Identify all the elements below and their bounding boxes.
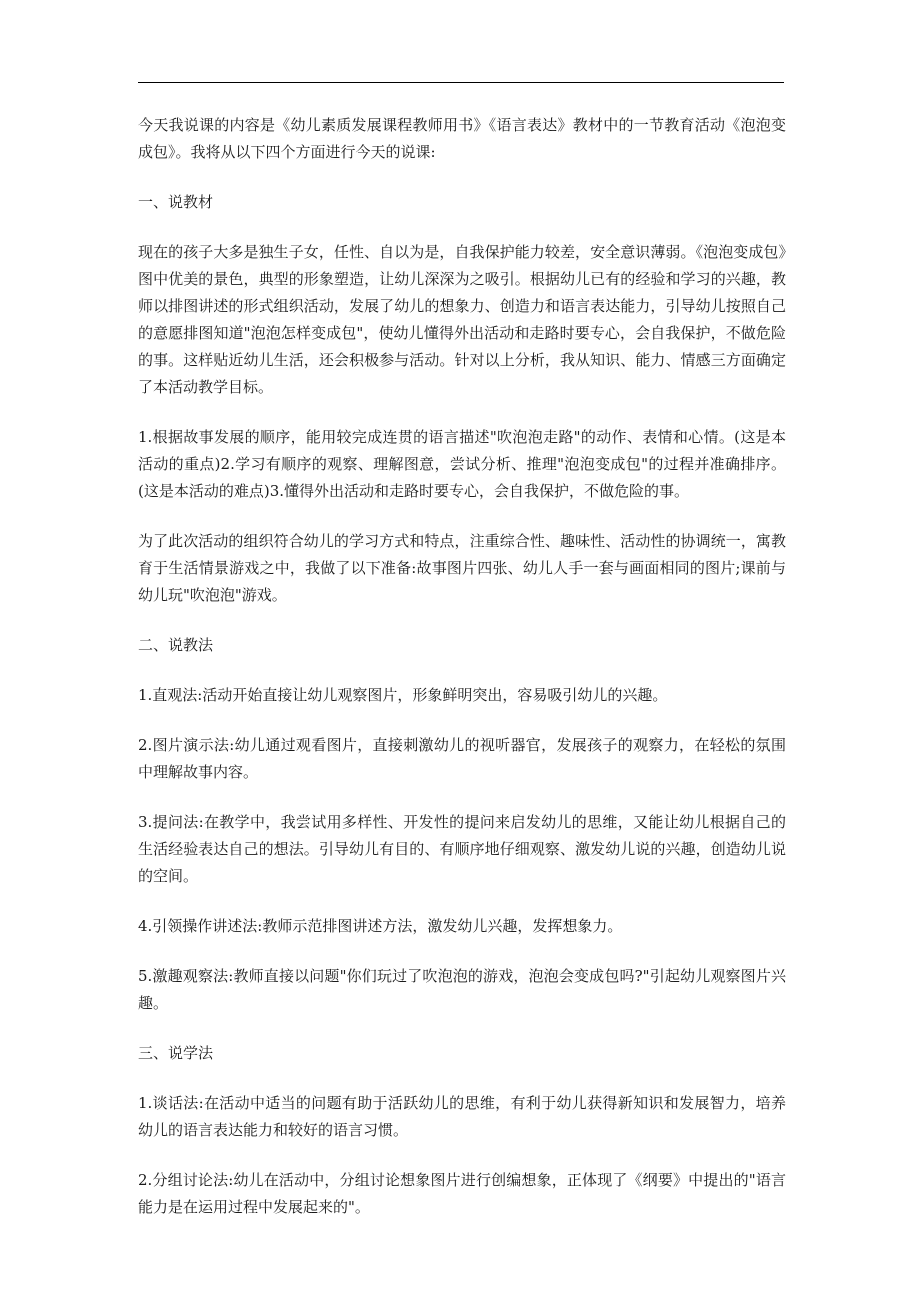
body-paragraph: 1.根据故事发展的顺序，能用较完成连贯的语言描述"吹泡泡走路"的动作、表情和心情。(这是本活动的重点)2.学习有顺序的观察、理解图意，尝试分析、推理"泡泡变成包"的过程并准确排序。(这是本活动的难点)3.懂得外出活动和走路时要专心，会自我保护，不做危险的事。 — [138, 428, 786, 500]
list-paragraph: 2.图片演示法:幼儿通过观看图片，直接刺激幼儿的视听器官，发展孩子的观察力，在轻松的氛围中理解故事内容。 — [138, 736, 786, 781]
header-rule — [138, 82, 784, 83]
list-paragraph: 3.提问法:在教学中，我尝试用多样性、开发性的提问来启发幼儿的思维，又能让幼儿根据自己的生活经验表达自己的想法。引导幼儿有目的、有顺序地仔细观察、激发幼儿说的兴趣，创造幼儿说的空间。 — [138, 813, 786, 885]
section-heading-teaching-methods: 二、说教法 — [138, 636, 214, 654]
body-paragraph: 为了此次活动的组织符合幼儿的学习方式和特点，注重综合性、趣味性、活动性的协调统一，寓教育于生活情景游戏之中，我做了以下准备:故事图片四张、幼儿人手一套与画面相同的图片;课前与幼儿玩"吹泡泡"游戏。 — [138, 532, 786, 604]
section-heading-textbook: 一、说教材 — [138, 193, 214, 211]
list-paragraph: 1.谈话法:在活动中适当的问题有助于活跃幼儿的思维，有利于幼儿获得新知识和发展智力，培养幼儿的语言表达能力和较好的语言习惯。 — [138, 1094, 786, 1139]
body-paragraph: 现在的孩子大多是独生子女，任性、自以为是，自我保护能力较差，安全意识薄弱。《泡泡变成包》图中优美的景色，典型的形象塑造，让幼儿深深为之吸引。根据幼儿已有的经验和学习的兴趣，教师以排图讲述的形式组织活动，发展了幼儿的想象力、创造力和语言表达能力，引导幼儿按照自己的意愿排图知道"泡泡怎样变成包"，使幼儿懂得外出活动和走路时要专心，会自我保护，不做危险的事。这样贴近幼儿生活，还会积极参与活动。针对以上分析，我从知识、能力、情感三方面确定了本活动教学目标。 — [138, 243, 786, 396]
list-paragraph: 4.引领操作讲述法:教师示范排图讲述方法，激发幼儿兴趣，发挥想象力。 — [138, 917, 623, 935]
section-heading-learning-methods: 三、说学法 — [138, 1044, 214, 1062]
list-paragraph: 5.激趣观察法:教师直接以问题"你们玩过了吹泡泡的游戏，泡泡会变成包吗?"引起幼儿观察图片兴趣。 — [138, 967, 786, 1012]
intro-paragraph: 今天我说课的内容是《幼儿素质发展课程教师用书》《语言表达》教材中的一节教育活动《泡泡变成包》。我将从以下四个方面进行今天的说课: — [138, 116, 786, 161]
document-body — [138, 112, 786, 1244]
list-paragraph: 2.分组讨论法:幼儿在活动中，分组讨论想象图片进行创编想象，正体现了《纲要》中提出的"语言能力是在运用过程中发展起来的"。 — [138, 1171, 786, 1216]
list-paragraph: 1.直观法:活动开始直接让幼儿观察图片，形象鲜明突出，容易吸引幼儿的兴趣。 — [138, 686, 668, 704]
